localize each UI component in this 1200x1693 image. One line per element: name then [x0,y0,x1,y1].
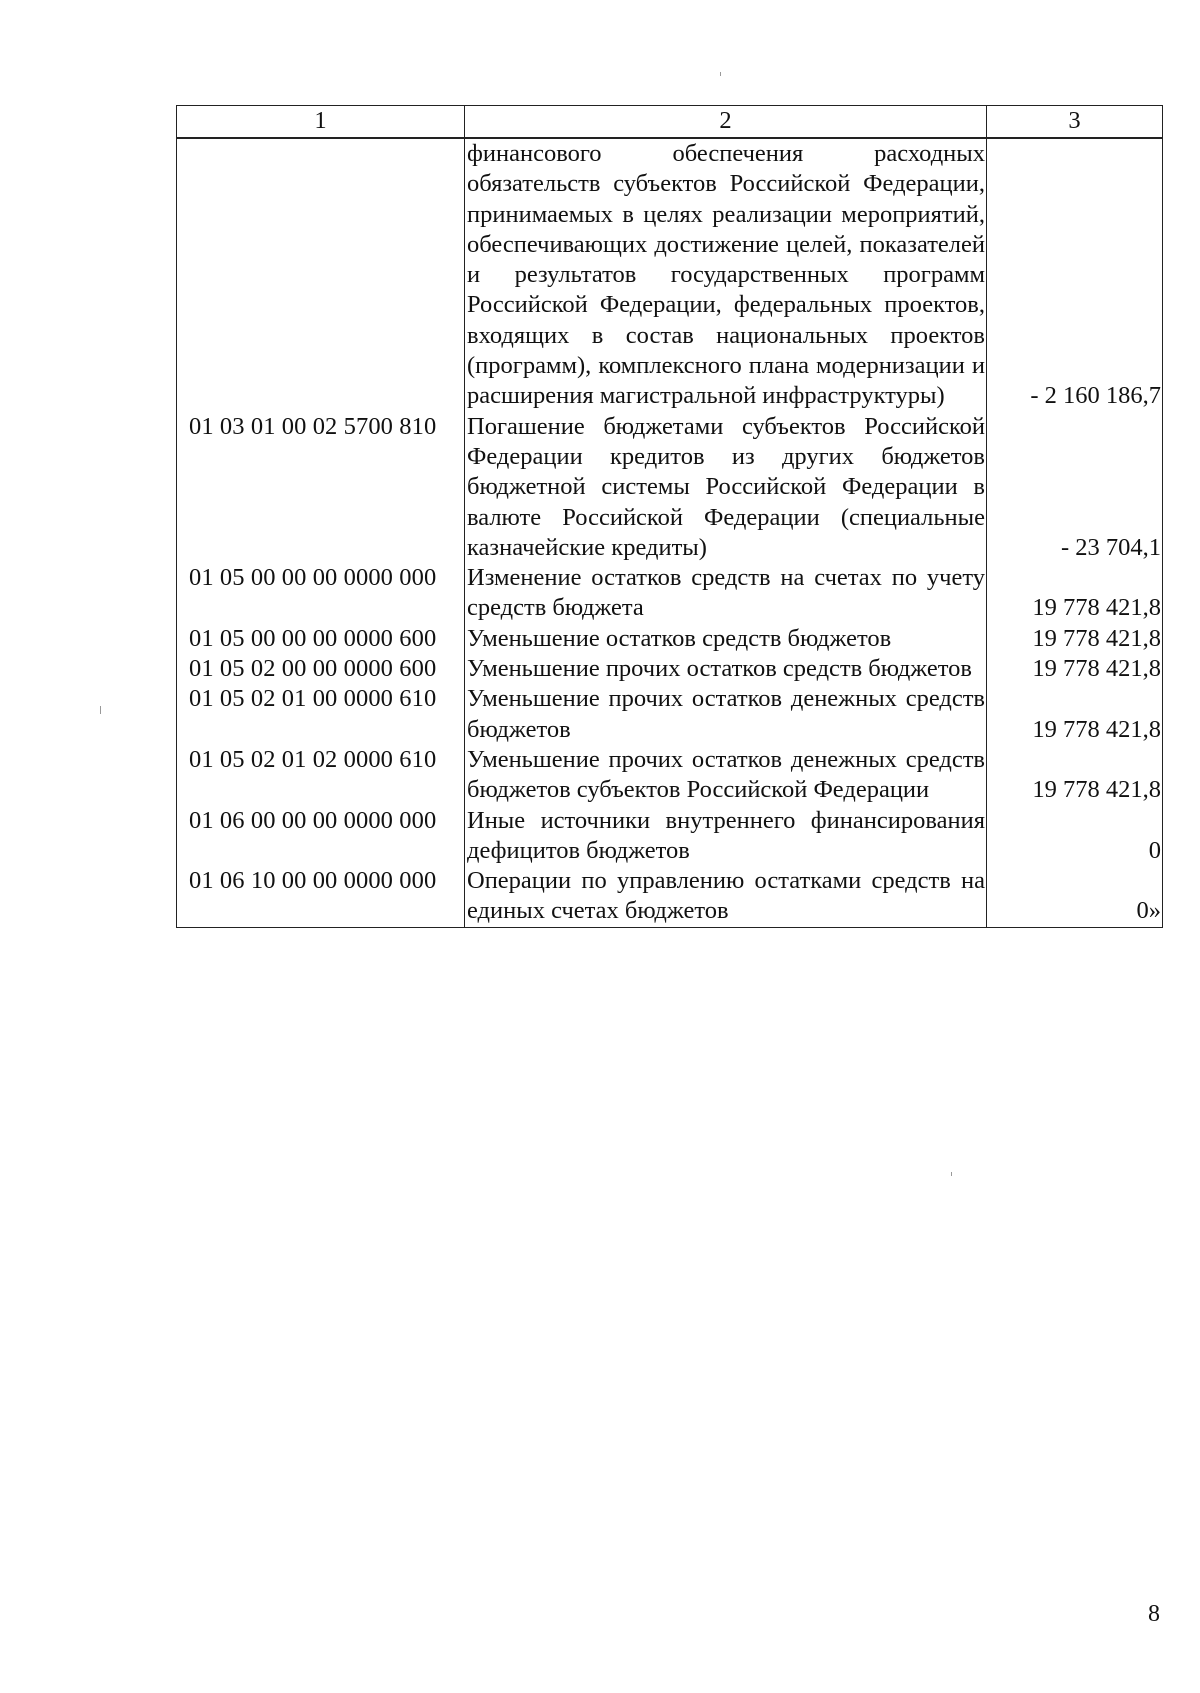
row-code: 01 06 00 00 00 0000 000 [177,806,465,867]
row-description: Уменьшение остатков средств бюджетов [465,624,987,654]
table-row [177,412,1163,563]
table-row [177,654,1163,684]
row-code: 01 05 02 01 02 0000 610 [177,745,465,806]
row-amount: - 23 704,1 [987,412,1163,563]
column-header-code: 1 [177,106,465,139]
table-row [177,624,1163,654]
row-code: 01 05 02 00 00 0000 600 [177,654,465,684]
row-description: Иные источники внутреннего финансирования дефицитов бюджетов [465,806,987,867]
row-description: Уменьшение прочих остатков денежных средств бюджетов субъектов Российской Федерации [465,745,987,806]
row-code: 01 05 00 00 00 0000 600 [177,624,465,654]
row-amount: - 2 160 186,7 [987,138,1163,412]
row-code [177,138,465,412]
row-code: 01 05 02 01 00 0000 610 [177,684,465,745]
column-header-amount: 3 [987,106,1163,139]
row-description: Уменьшение прочих остатков средств бюджетов [465,654,987,684]
row-description: финансового обеспечения расходных обязательств субъектов Российской Федерации, принимаемых в целях реализации мероприятий, обеспечивающих достижение целей, показателей и результатов государственных программ Российской Федерации, федеральных проектов, входящих в состав национальных проектов (программ), комплексного плана модернизации и расширения магистральной инфраструктуры) [465,138,987,412]
row-code: 01 03 01 00 02 5700 810 [177,412,465,563]
table-row [177,806,1163,867]
row-description: Изменение остатков средств на счетах по учету средств бюджета [465,563,987,624]
table-row [177,138,1163,412]
row-amount: 19 778 421,8 [987,654,1163,684]
table-row [177,866,1163,927]
table-header-row [177,106,1163,139]
column-header-description: 2 [465,106,987,139]
row-amount: 19 778 421,8 [987,563,1163,624]
row-code: 01 06 10 00 00 0000 000 [177,866,465,927]
row-description: Погашение бюджетами субъектов Российской Федерации кредитов из других бюджетов бюджетной системы Российской Федерации в валюте Российской Федерации (специальные казначейские кредиты) [465,412,987,563]
row-amount: 0» [987,866,1163,927]
scan-speck [100,706,101,714]
row-description: Уменьшение прочих остатков денежных средств бюджетов [465,684,987,745]
row-code: 01 05 00 00 00 0000 000 [177,563,465,624]
table-row [177,684,1163,745]
budget-sources-table [176,105,1163,928]
scan-speck [951,1172,952,1176]
page-number: 8 [1148,1601,1160,1627]
row-amount: 19 778 421,8 [987,745,1163,806]
scan-speck [720,72,721,76]
row-description: Операции по управлению остатками средств на единых счетах бюджетов [465,866,987,927]
row-amount: 0 [987,806,1163,867]
row-amount: 19 778 421,8 [987,684,1163,745]
row-amount: 19 778 421,8 [987,624,1163,654]
table-row [177,563,1163,624]
table-row [177,745,1163,806]
